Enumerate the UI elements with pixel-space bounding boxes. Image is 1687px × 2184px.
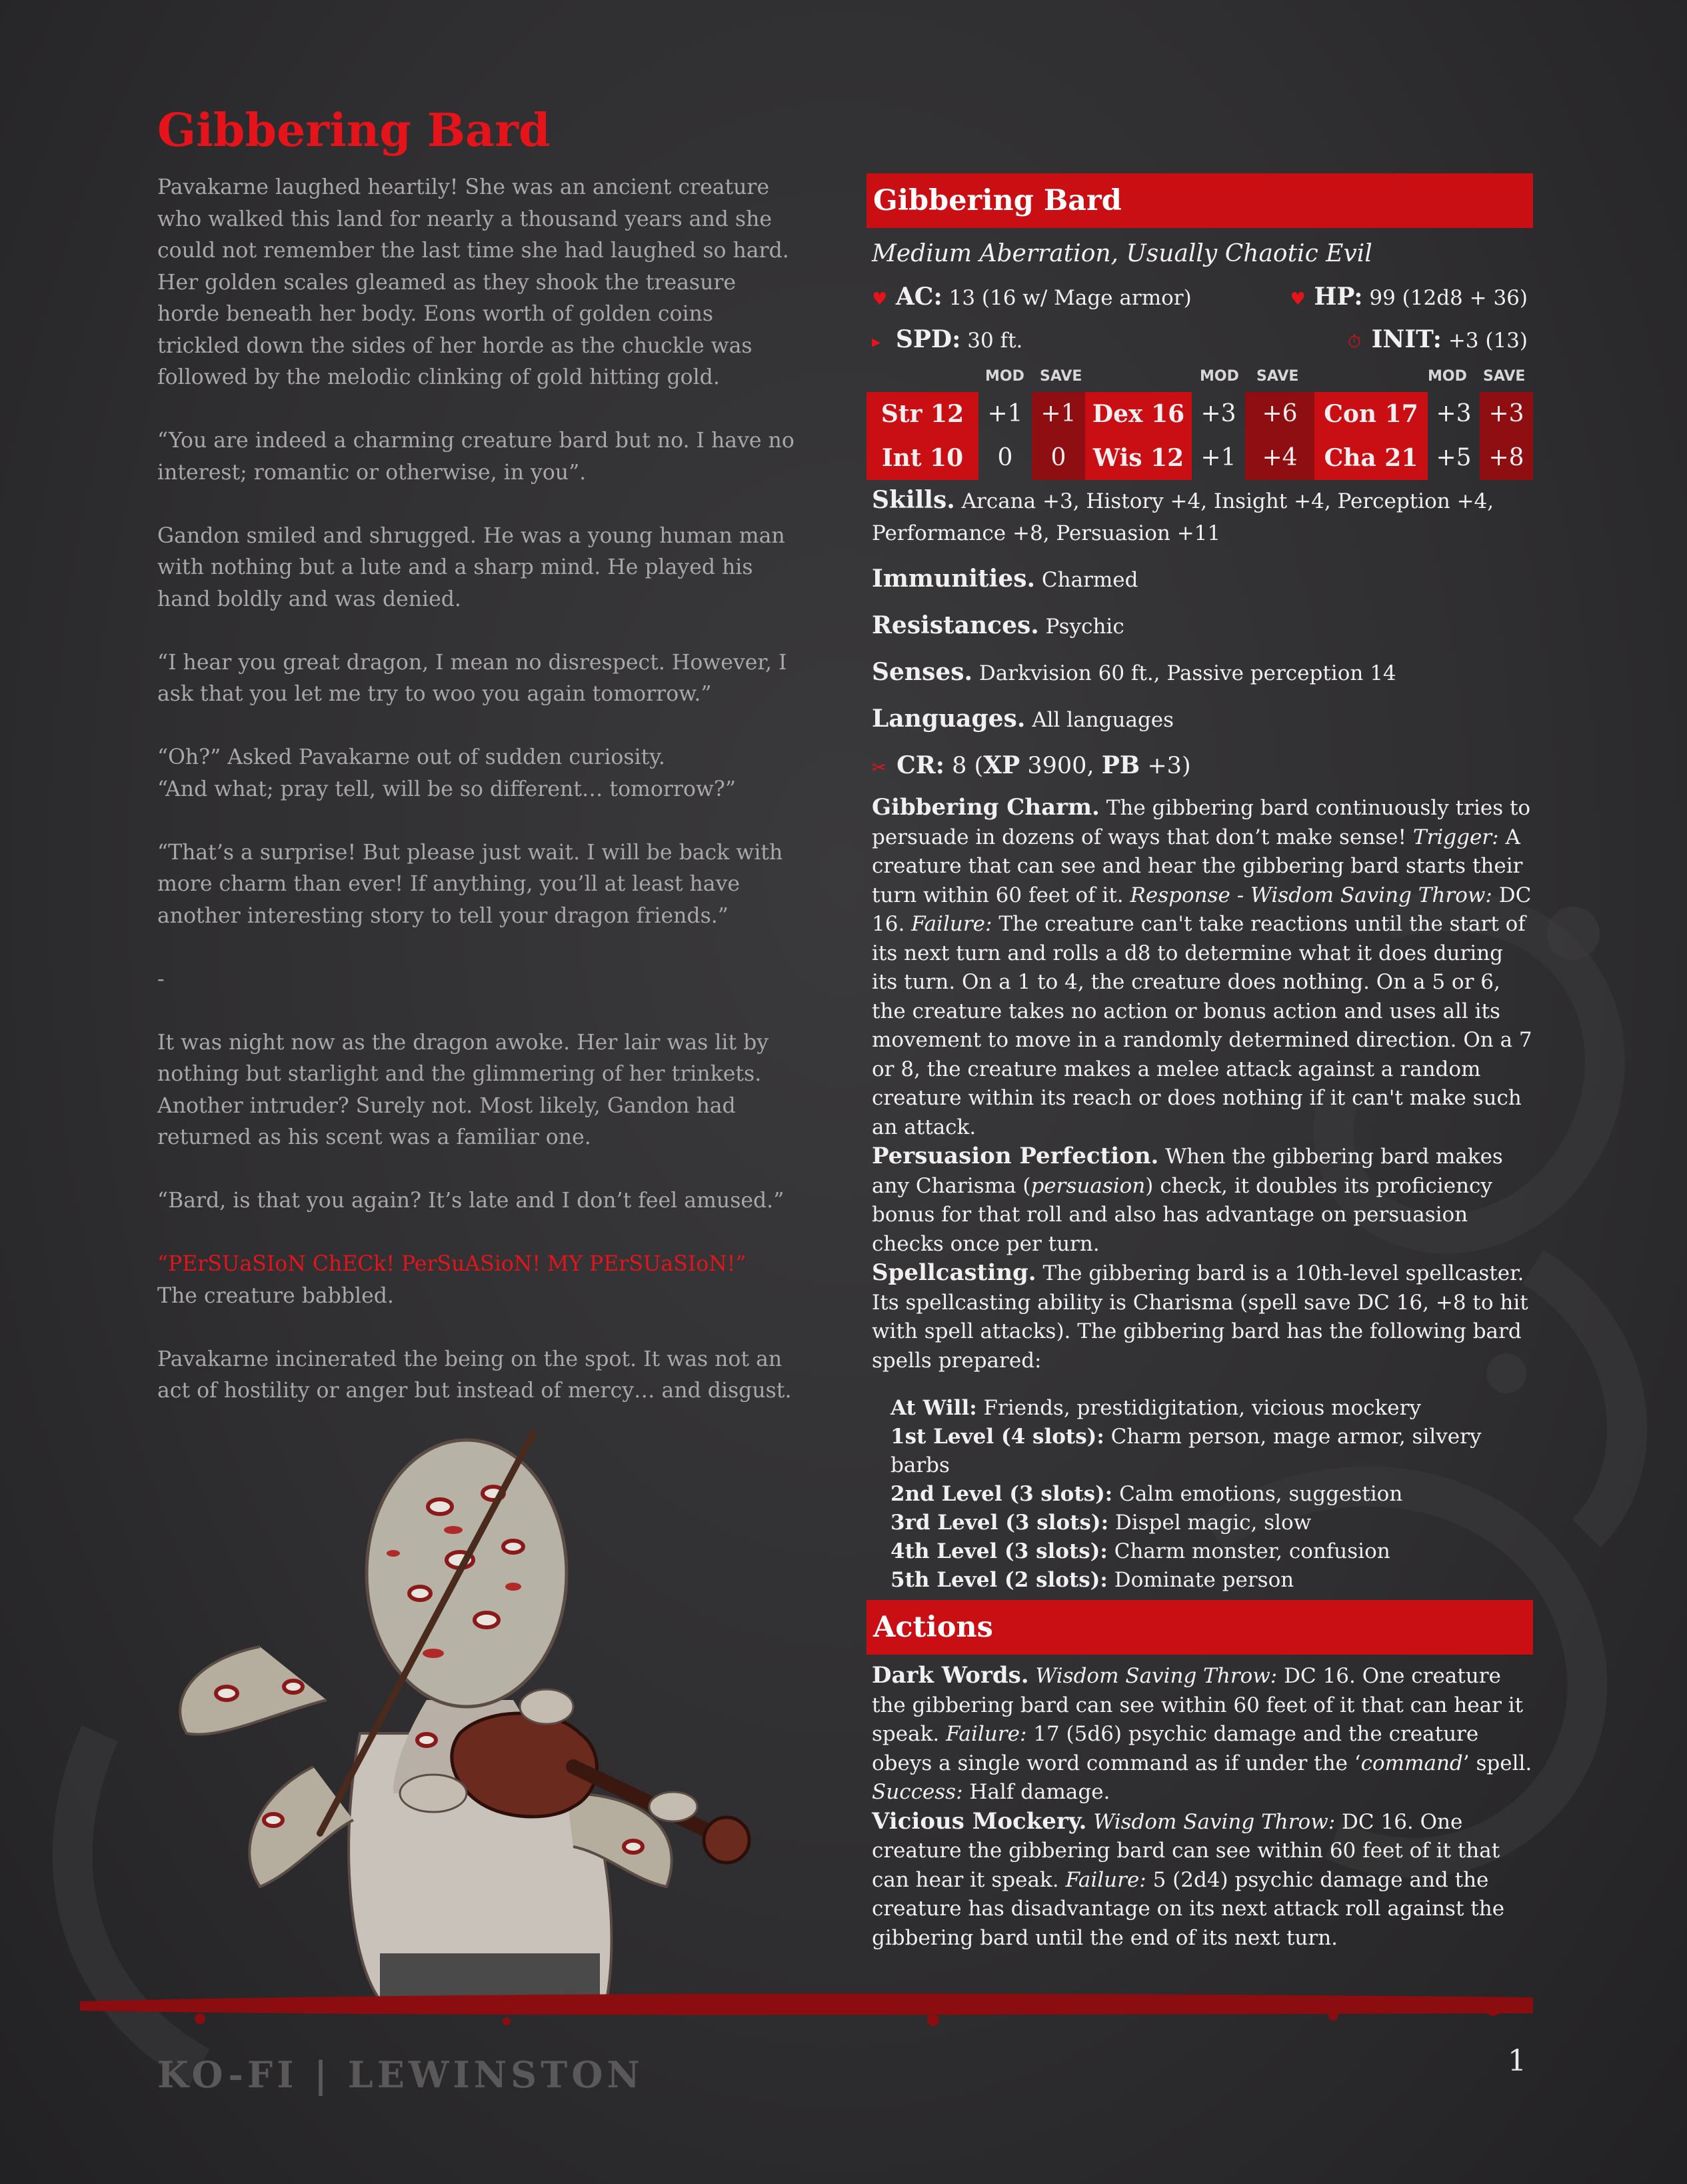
spell-level-row: At Will: Friends, prestidigitation, vicious mockery	[890, 1396, 1421, 1420]
story-paragraph: The creature babbled.	[157, 1283, 394, 1308]
init-value: +3 (13)	[1448, 329, 1528, 353]
resistances-line: Resistances. Psychic	[872, 611, 1124, 639]
mod-header: MOD	[985, 368, 1024, 385]
story-text	[157, 172, 797, 1439]
spd-label: SPD:	[895, 325, 961, 353]
mod-header: MOD	[1200, 368, 1239, 385]
save-header: SAVE	[1256, 368, 1299, 385]
footer-credit: KO-FI | LEWINSTON	[157, 2053, 644, 2096]
trait-persuasion-perfection: Persuasion Perfection. When the gibbering bard makes any Charisma (persuasion) check, it doubles its proficiency bonus for that roll and also has advantage on persuasion checks once per turn.	[872, 1143, 1503, 1256]
spell-level-row: 4th Level (3 slots): Charm monster, confusion	[890, 1539, 1390, 1563]
ac-value: 13 (16 w/ Mage armor)	[948, 286, 1192, 310]
story-paragraph: Pavakarne incinerated the being on the spot. It was not an act of hostility or anger but instead of mercy… and disgust.	[157, 1347, 792, 1403]
ability-con: Con 17	[1314, 392, 1428, 436]
spell-level-row: 5th Level (2 slots): Dominate person	[890, 1568, 1294, 1592]
ability-dex-save: +6	[1245, 392, 1314, 436]
stat-block	[866, 173, 1533, 1953]
ability-wis-mod: +1	[1200, 444, 1236, 471]
story-paragraph: “I hear you great dragon, I mean no disrespect. However, I ask that you let me try to woo you again tomorrow.”	[157, 650, 787, 706]
init-label: INIT:	[1371, 325, 1442, 353]
ability-int: Int 10	[866, 436, 978, 480]
trait-spellcasting: Spellcasting. The gibbering bard is a 10th-level spellcaster. Its spellcasting ability is Charisma (spell save DC 16, +8 to hit with spell attacks). The gibbering bard has the following bard spells prepared:	[872, 1259, 1528, 1373]
ability-dex: Dex 16	[1085, 392, 1192, 436]
story-paragraph: “You are indeed a charming creature bard but no. I have no interest; romantic or otherwise, in you”.	[157, 429, 795, 485]
story-paragraph: It was night now as the dragon awoke. Her lair was lit by nothing but starlight and the glimmering of her trinkets. Another intruder? Surely not. Most likely, Gandon had returned as his scent was a familiar one.	[157, 1030, 769, 1149]
story-shout: “PErSUaSIoN ChECk! PerSuASioN! MY PErSUaSIoN!”	[157, 1252, 747, 1276]
creature-body	[180, 1440, 671, 2000]
creature-type: Medium Aberration, Usually Chaotic Evil	[872, 240, 1372, 267]
ability-con-save: +3	[1480, 392, 1533, 436]
hp-label: HP:	[1314, 283, 1363, 311]
spell-level-row: 2nd Level (3 slots): Calm emotions, suggestion	[890, 1482, 1403, 1506]
challenge-line: ✂ CR: 8 (XP 3900, PB +3)	[866, 749, 1533, 784]
ability-str-save: +1	[1032, 392, 1085, 436]
ac-shield-icon: ♥	[872, 289, 888, 309]
story-paragraph: “Bard, is that you again? It’s late and I don’t feel amused.”	[157, 1189, 785, 1213]
spell-level-row: 1st Level (4 slots): Charm person, mage armor, silvery barbs	[890, 1425, 1482, 1477]
ability-cha: Cha 21	[1314, 436, 1428, 480]
statblock-title: Gibbering Bard	[866, 173, 1533, 228]
immunities-line: Immunities. Charmed	[872, 565, 1138, 593]
ability-dex-mod: +3	[1200, 400, 1236, 427]
hp-heart-icon: ♥	[1290, 289, 1306, 309]
skills-line: Skills. Arcana +3, History +4, Insight +4, Perception +4, Performance +8, Persuasion +11	[872, 486, 1494, 545]
action-dark-words: Dark Words. Wisdom Saving Throw: DC 16. One creature the gibbering bard can see within 60 feet of it that can hear it speak. Failure: 17 (5d6) psychic damage and the creature obeys a single word command as if under the ‘command’ spell. Success: Half damage.	[872, 1662, 1532, 1804]
ability-cha-mod: +5	[1436, 444, 1472, 471]
story-paragraph: “And what; pray tell, will be so different… tomorrow?”	[157, 777, 736, 801]
ac-label: AC:	[895, 283, 942, 311]
story-paragraph: Pavakarne laughed heartily! She was an ancient creature who walked this land for nearly a thousand years and she could not remember the last time she had laughed so hard. Her golden scales gleamed as they shook the treasure horde beneath her body. Eons worth of golden coins trickled down the sides of her horde as the chuckle was followed by the melodic clinking of gold hitting gold.	[157, 175, 789, 389]
save-header: SAVE	[1040, 368, 1082, 385]
story-paragraph: Gandon smiled and shrugged. He was a young human man with nothing but a lute and a sharp mind. He played his hand boldly and was denied.	[157, 523, 785, 611]
save-header: SAVE	[1483, 368, 1526, 385]
ability-str: Str 12	[866, 392, 978, 436]
speed-init-row	[866, 316, 1533, 359]
ability-con-mod: +3	[1436, 400, 1472, 427]
mod-header: MOD	[1428, 368, 1467, 385]
ac-hp-row	[866, 273, 1533, 316]
ability-int-mod: 0	[997, 444, 1013, 471]
trait-gibbering-charm: Gibbering Charm. The gibbering bard continuously tries to persuade in dozens of ways that don’t make sense! Trigger: A creature that can see and hear the gibbering bard starts their turn within 60 feet of it. Response - Wisdom Saving Throw: DC 16. Failure: The creature can't take reactions until the start of its next turn and rolls a d8 to determine what it does during its turn. On a 1 to 4, the creature does nothing. On a 5 or 6, the creature takes no action or bonus action and uses all its movement to move in a randomly determined direction. On a 7 or 8, the creature makes a melee attack against a random creature within its reach or does nothing if it can't make such an attack.	[872, 794, 1532, 1139]
story-separator: -	[157, 967, 165, 991]
spell-level-row: 3rd Level (3 slots): Dispel magic, slow	[890, 1511, 1312, 1535]
actions-header: Actions	[866, 1600, 1533, 1655]
ability-wis-save: +4	[1245, 436, 1314, 480]
page-title: Gibbering Bard	[157, 104, 551, 157]
story-paragraph: “Oh?” Asked Pavakarne out of sudden curiosity.	[157, 745, 665, 769]
page-number: 1	[1508, 2044, 1526, 2078]
gibbering-bard-illustration	[140, 1420, 813, 2000]
senses-line: Senses. Darkvision 60 ft., Passive perception 14	[872, 658, 1396, 686]
action-vicious-mockery: Vicious Mockery. Wisdom Saving Throw: DC 16. One creature the gibbering bard can see within 60 feet of it that can hear it speak. Failure: 5 (2d4) psychic damage and the creature has disadvantage on its next attack roll against the gibbering bard until the end of its next turn.	[872, 1807, 1505, 1950]
story-paragraph: “That’s a surprise! But please just wait. I will be back with more charm than ever! If anything, you’ll at least have another interesting story to tell your dragon friends.”	[157, 840, 783, 928]
ability-score-table	[866, 359, 1533, 480]
spell-list	[866, 1394, 1533, 1595]
ability-int-save: 0	[1032, 436, 1085, 480]
cr-crossed-swords-icon: ✂	[872, 758, 886, 778]
spd-value: 30 ft.	[967, 329, 1023, 353]
ability-cha-save: +8	[1480, 436, 1533, 480]
ability-str-mod: +1	[987, 400, 1023, 427]
ability-wis: Wis 12	[1085, 436, 1192, 480]
hp-value: 99 (12d8 + 36)	[1369, 286, 1528, 310]
languages-line: Languages. All languages	[872, 705, 1174, 733]
initiative-stopwatch-icon: ⏱	[1347, 332, 1361, 352]
speed-arrow-icon: ▸	[872, 332, 881, 352]
